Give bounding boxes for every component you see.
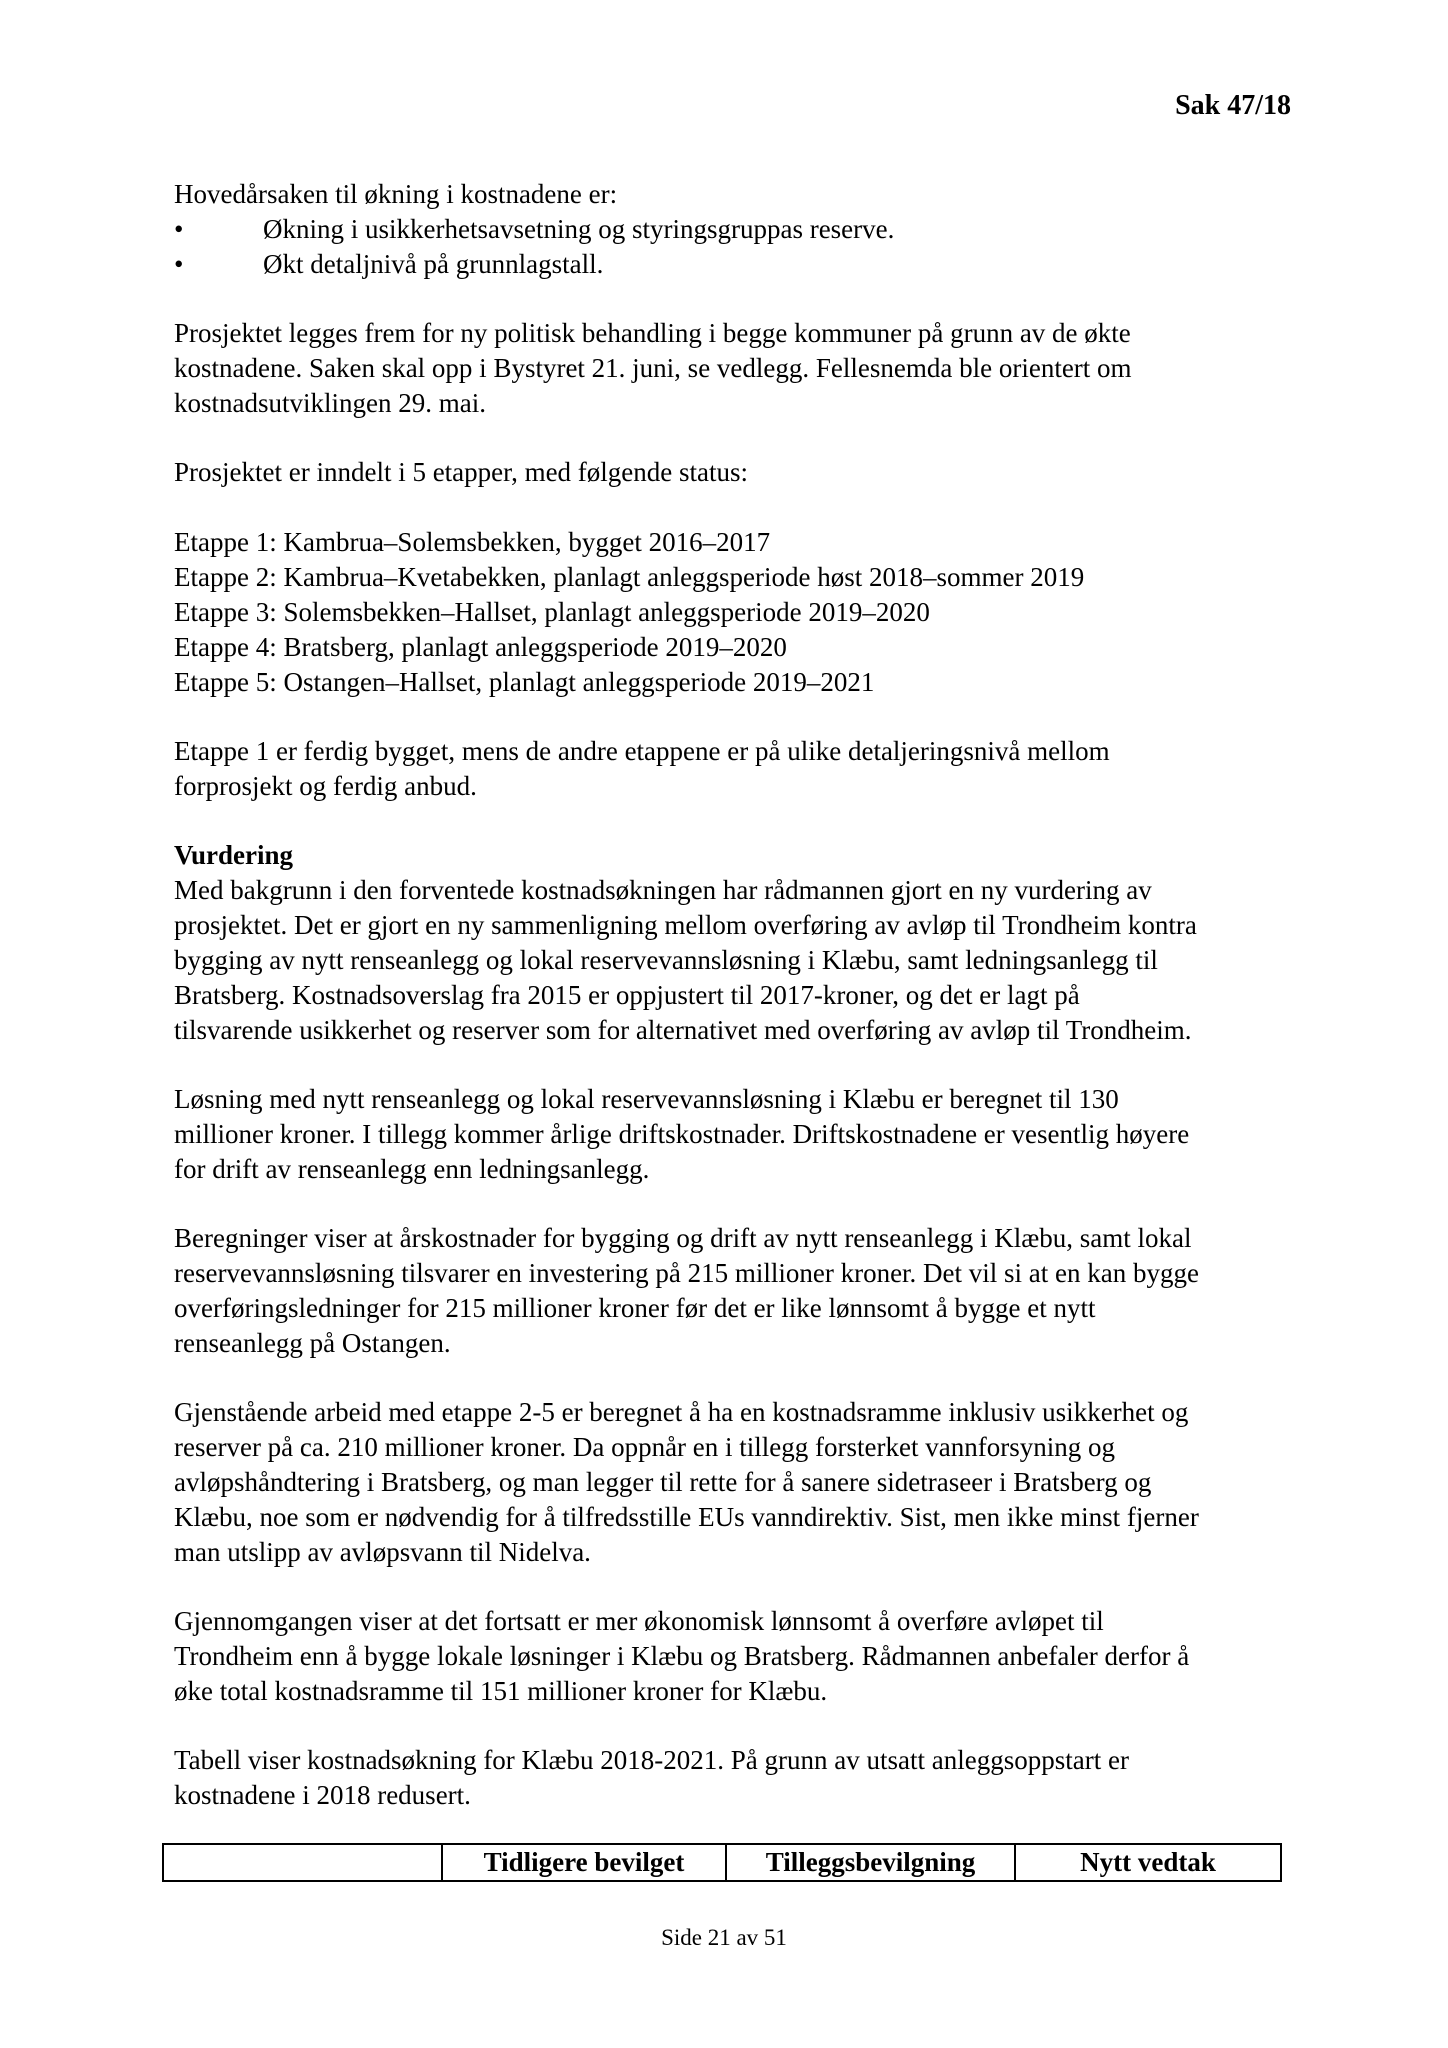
bullet-text: Økt detaljnivå på grunnlagstall. (263, 249, 604, 279)
paragraph-etappe1 (174, 734, 1284, 804)
bullet-item (174, 212, 1284, 247)
page-footer: Side 21 av 51 (661, 1925, 787, 1950)
etappe-item: Etappe 3: Solemsbekken–Hallset, planlagt anleggsperiode 2019–2020 (174, 597, 930, 627)
table-header-cell (163, 1844, 442, 1881)
bullet-symbol: • (174, 249, 184, 279)
vurdering-section (174, 838, 1284, 1048)
case-number: Sak 47/18 (1175, 90, 1291, 121)
table-header-cell: Nytt vedtak (1015, 1844, 1281, 1881)
table-header-cell: Tidligere bevilget (442, 1844, 726, 1881)
paragraph-losning (174, 1082, 1284, 1187)
paragraph-line: Klæbu, noe som er nødvendig for å tilfredsstille EUs vanndirektiv. Sist, men ikke minst fjerner (174, 1502, 1199, 1532)
paragraph-line: for drift av renseanlegg enn ledningsanlegg. (174, 1154, 650, 1184)
paragraph-line: kostnadene. Saken skal opp i Bystyret 21. juni, se vedlegg. Fellesnemda ble orientert om (174, 353, 1132, 383)
paragraph-line: millioner kroner. I tillegg kommer årlige driftskostnader. Driftskostnadene er vesentlig høyere (174, 1119, 1190, 1149)
etappe-item: Etappe 1: Kambrua–Solemsbekken, bygget 2016–2017 (174, 527, 771, 557)
paragraph-line: Trondheim enn å bygge lokale løsninger i Klæbu og Bratsberg. Rådmannen anbefaler derfor å (174, 1641, 1190, 1671)
table-header-row (163, 1844, 1281, 1881)
paragraph-line: Med bakgrunn i den forventede kostnadsøkningen har rådmannen gjort en ny vurdering av (174, 875, 1152, 905)
bullet-symbol: • (174, 214, 184, 244)
paragraph-line: prosjektet. Det er gjort en ny sammenligning mellom overføring av avløp til Trondheim kontra (174, 910, 1197, 940)
paragraph-line: Gjennomgangen viser at det fortsatt er mer økonomisk lønnsomt å overføre avløpet til (174, 1606, 1104, 1636)
cost-table (162, 1843, 1282, 1882)
table-header-cell: Tilleggsbevilgning (726, 1844, 1015, 1881)
bullet-text: Økning i usikkerhetsavsetning og styringsgruppas reserve. (263, 214, 895, 244)
paragraph-line: reservevannsløsning tilsvarer en investering på 215 millioner kroner. Det vil si at en kan bygge (174, 1258, 1199, 1288)
paragraph-line: Etappe 1 er ferdig bygget, mens de andre etappene er på ulike detaljeringsnivå mellom (174, 736, 1110, 766)
etappe-item: Etappe 4: Bratsberg, planlagt anleggsperiode 2019–2020 (174, 632, 787, 662)
etappe-item: Etappe 5: Ostangen–Hallset, planlagt anleggsperiode 2019–2021 (174, 667, 875, 697)
paragraph-line: Prosjektet legges frem for ny politisk behandling i begge kommuner på grunn av de økte (174, 318, 1131, 348)
paragraph-line: bygging av nytt renseanlegg og lokal reservevannsløsning i Klæbu, samt ledningsanlegg til (174, 945, 1158, 975)
paragraph-gjennomgangen (174, 1604, 1284, 1709)
intro-lead: Hovedårsaken til økning i kostnadene er: (174, 179, 618, 209)
paragraph-beregninger (174, 1221, 1284, 1361)
paragraph-line: Løsning med nytt renseanlegg og lokal reservevannsløsning i Klæbu er beregnet til 130 (174, 1084, 1119, 1114)
paragraph-line: tilsvarende usikkerhet og reserver som for alternativet med overføring av avløp til Trondheim. (174, 1015, 1192, 1045)
paragraph-line: Prosjektet er inndelt i 5 etapper, med følgende status: (174, 457, 749, 487)
paragraph-line: øke total kostnadsramme til 151 millioner kroner for Klæbu. (174, 1676, 828, 1706)
paragraph-line: Beregninger viser at årskostnader for bygging og drift av nytt renseanlegg i Klæbu, samt lokal (174, 1223, 1192, 1253)
paragraph-line: renseanlegg på Ostangen. (174, 1328, 451, 1358)
paragraph-line: Bratsberg. Kostnadsoverslag fra 2015 er oppjustert til 2017-kroner, og det er lagt på (174, 980, 1080, 1010)
bullet-item (174, 247, 1284, 282)
paragraph-tabell (174, 1743, 1284, 1813)
paragraph-line: Gjenstående arbeid med etappe 2-5 er beregnet å ha en kostnadsramme inklusiv usikkerhet og (174, 1397, 1189, 1427)
section-heading: Vurdering (174, 840, 294, 870)
paragraph-line: avløpshåndtering i Bratsberg, og man legger til rette for å sanere sidetraseer i Bratsberg og (174, 1467, 1152, 1497)
paragraph-line: kostnadsutviklingen 29. mai. (174, 388, 486, 418)
etappe-item: Etappe 2: Kambrua–Kvetabekken, planlagt anleggsperiode høst 2018–sommer 2019 (174, 562, 1085, 592)
paragraph-line: reserver på ca. 210 millioner kroner. Da oppnår en i tillegg forsterket vannforsyning og (174, 1432, 1115, 1462)
paragraph-gjenstaende (174, 1395, 1284, 1570)
paragraph-line: Tabell viser kostnadsøkning for Klæbu 2018-2021. På grunn av utsatt anleggsoppstart er (174, 1745, 1129, 1775)
paragraph-etapper-intro (174, 455, 1284, 490)
intro-section (174, 177, 1284, 282)
etapper-list (174, 525, 1284, 700)
paragraph-line: kostnadene i 2018 redusert. (174, 1780, 471, 1810)
paragraph-politisk (174, 316, 1284, 421)
paragraph-line: overføringsledninger for 215 millioner kroner før det er like lønnsomt å bygge et nytt (174, 1293, 1096, 1323)
paragraph-line: man utslipp av avløpsvann til Nidelva. (174, 1537, 591, 1567)
paragraph-line: forprosjekt og ferdig anbud. (174, 771, 477, 801)
